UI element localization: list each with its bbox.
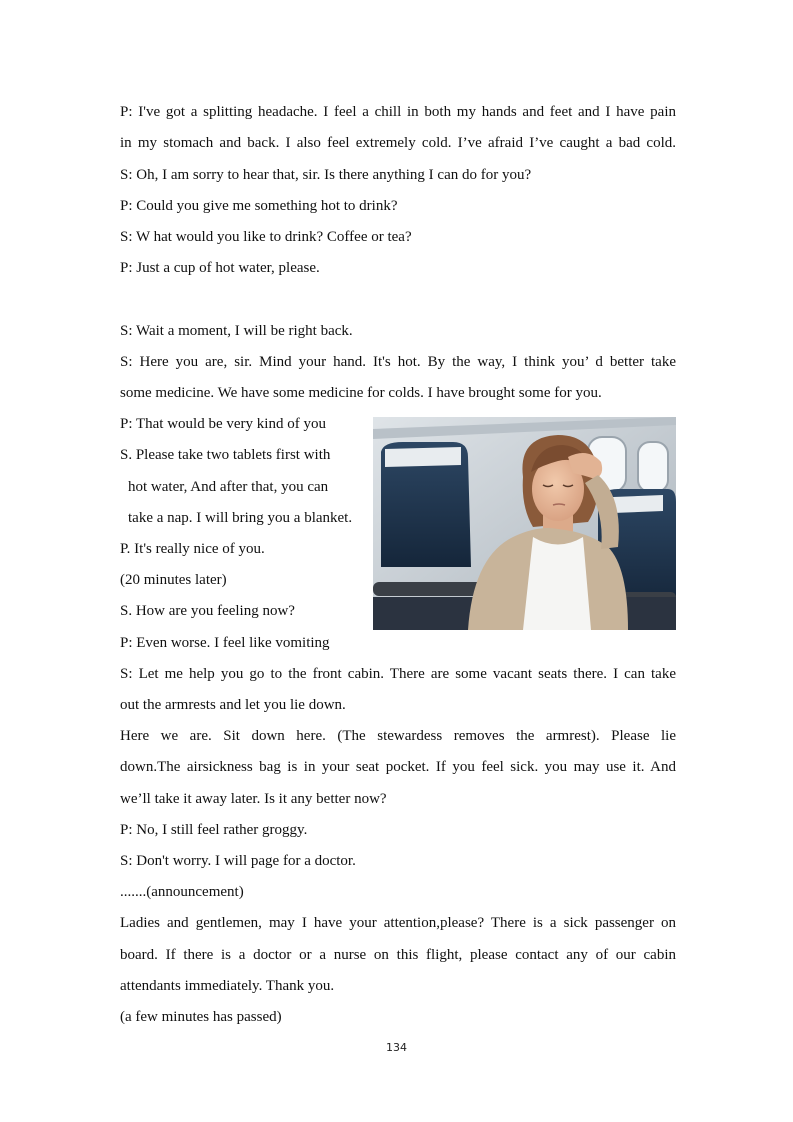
dialogue-line: in my stomach and back. I also feel extremely cold. I’ve afraid I’ve caught a bad cold. [120,135,676,151]
dialogue-line: S: Let me help you go to the front cabin. There are some vacant seats there. I can take [120,666,676,682]
dialogue-line: S: Don't worry. I will page for a doctor. [120,853,356,869]
dialogue-line: S: Here you are, sir. Mind your hand. It's hot. By the way, I think you’ d better take [120,354,676,370]
dialogue-line: (20 minutes later) [120,572,227,588]
dialogue-line: we’ll take it away later. Is it any better now? [120,791,387,807]
dialogue-line: S. Please take two tablets first with [120,447,331,463]
dialogue-line: out the armrests and let you lie down. [120,697,346,713]
dialogue-line: P: Just a cup of hot water, please. [120,260,320,276]
dialogue-line: P. It's really nice of you. [120,541,265,557]
sick-passenger-illustration [373,417,676,630]
dialogue-line: S. How are you feeling now? [120,603,295,619]
dialogue-line: take a nap. I will bring you a blanket. [128,510,353,526]
dialogue-line: P: Could you give me something hot to drink? [120,198,398,214]
dialogue-line: Here we are. Sit down here. (The stewardess removes the armrest). Please lie [120,728,676,744]
dialogue-line: P: I've got a splitting headache. I feel a chill in both my hands and feet and I have pain [120,104,676,120]
dialogue-line: board. If there is a doctor or a nurse on this flight, please contact any of our cabin [120,947,676,963]
dialogue-line: S: Oh, I am sorry to hear that, sir. Is there anything I can do for you? [120,167,532,183]
dialogue-line: attendants immediately. Thank you. [120,978,335,994]
dialogue-line: P: That would be very kind of you [120,416,326,432]
dialogue-line: S: Wait a moment, I will be right back. [120,323,353,339]
dialogue-line: Ladies and gentlemen, may I have your attention,please? There is a sick passenger on [120,915,676,931]
dialogue-line: P: No, I still feel rather groggy. [120,822,308,838]
dialogue-line: some medicine. We have some medicine for colds. I have brought some for you. [120,385,602,401]
dialogue-line: S: W hat would you like to drink? Coffee or tea? [120,229,412,245]
dialogue-line: down.The airsickness bag is in your seat pocket. If you feel sick. you may use it. And [120,759,676,775]
dialogue-line: .......(announcement) [120,884,244,900]
dialogue-line: hot water, And after that, you can [128,479,329,495]
dialogue-line: (a few minutes has passed) [120,1009,282,1025]
dialogue-line: P: Even worse. I feel like vomiting [120,635,330,651]
page-number: 134 [386,1041,407,1054]
sick-passenger-photo [373,417,676,630]
